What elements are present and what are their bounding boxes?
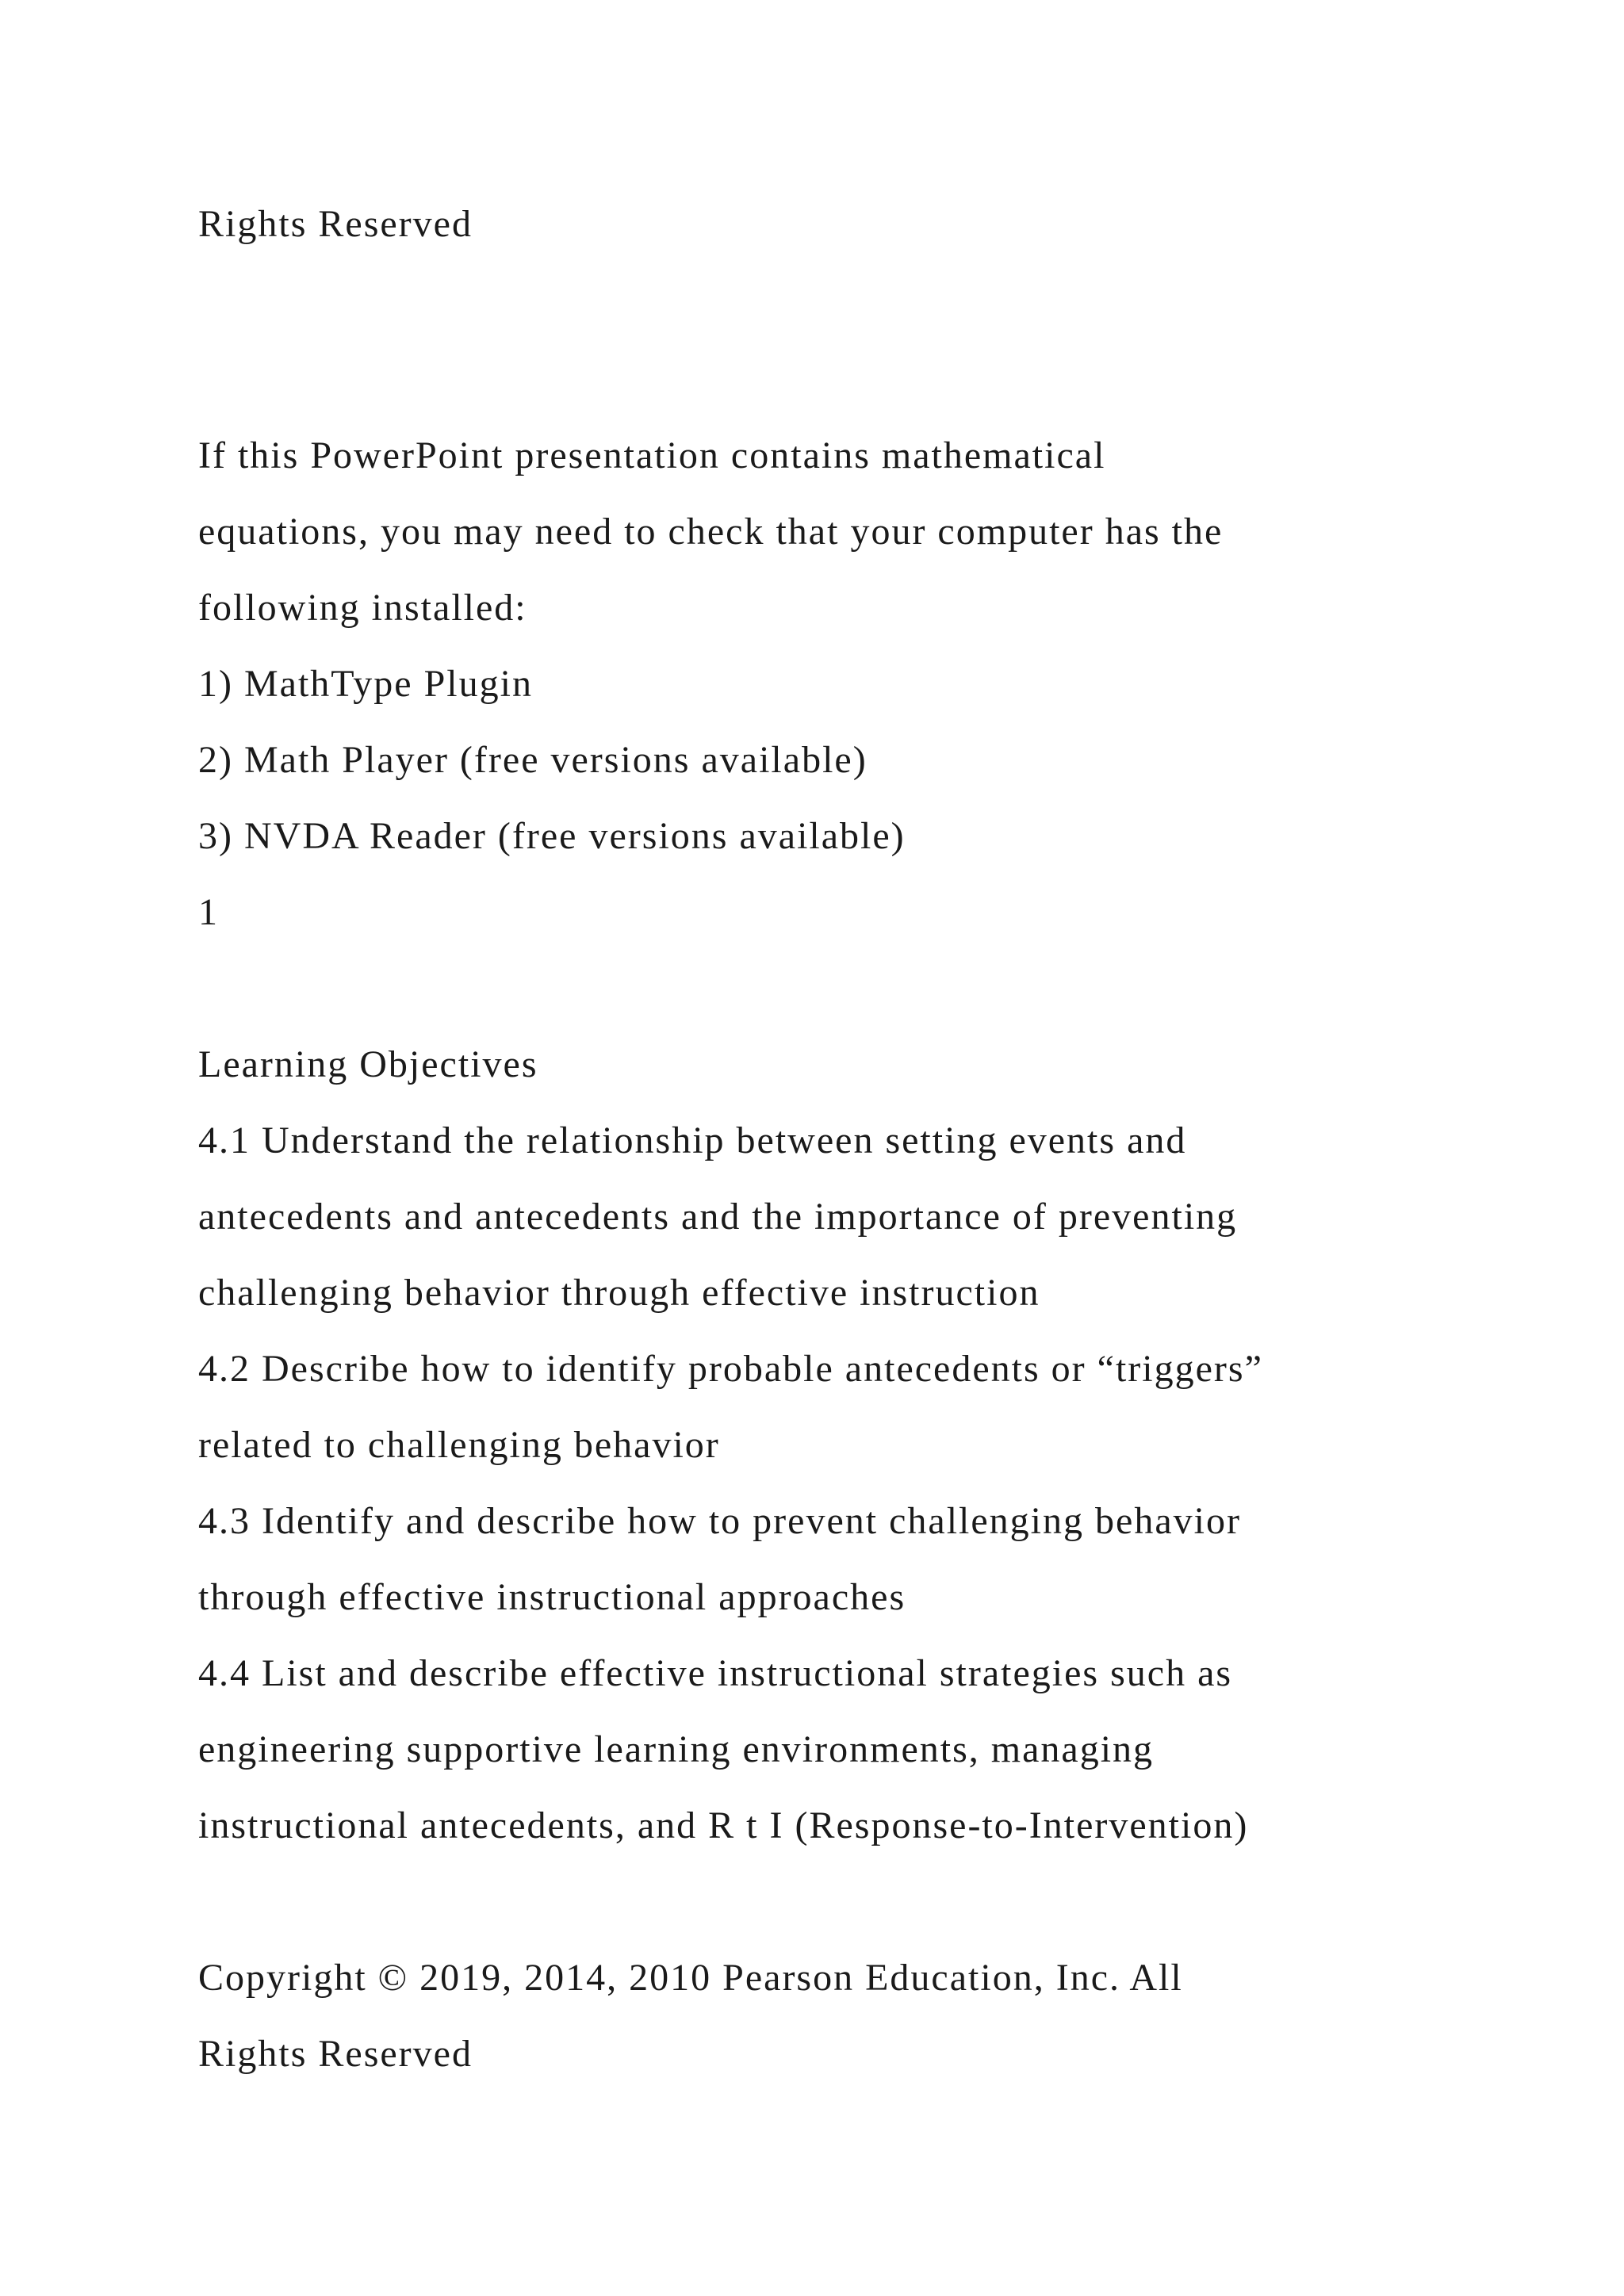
- rights-reserved-text: Rights Reserved: [198, 203, 473, 245]
- requirement-item: 3) NVDA Reader (free versions available): [198, 815, 906, 857]
- objective-line: instructional antecedents, and R t I (Response-to-Intervention): [198, 1804, 1249, 1846]
- objective-line: related to challenging behavior: [198, 1424, 720, 1466]
- objective-line: 4.2 Describe how to identify probable antecedents or “triggers”: [198, 1348, 1263, 1390]
- objective-line: challenging behavior through effective instruction: [198, 1272, 1040, 1314]
- notice-line: If this PowerPoint presentation contains mathematical: [198, 434, 1106, 476]
- objectives-heading: Learning Objectives: [198, 1043, 538, 1085]
- notice-line: following installed:: [198, 587, 527, 629]
- requirement-item: 2) Math Player (free versions available): [198, 739, 868, 781]
- copyright-line: Copyright © 2019, 2014, 2010 Pearson Education, Inc. All: [198, 1957, 1183, 1999]
- objective-line: 4.4 List and describe effective instructional strategies such as: [198, 1652, 1233, 1694]
- objective-line: through effective instructional approaches: [198, 1576, 906, 1618]
- requirement-item: 1) MathType Plugin: [198, 663, 533, 705]
- objective-line: 4.3 Identify and describe how to prevent challenging behavior: [198, 1500, 1241, 1542]
- slide-number: 1: [198, 891, 219, 933]
- copyright-line: Rights Reserved: [198, 2033, 473, 2075]
- objective-line: antecedents and antecedents and the importance of preventing: [198, 1196, 1238, 1238]
- objective-line: 4.1 Understand the relationship between setting events and: [198, 1119, 1187, 1161]
- objective-line: engineering supportive learning environments, managing: [198, 1728, 1155, 1770]
- notice-line: equations, you may need to check that your computer has the: [198, 511, 1224, 553]
